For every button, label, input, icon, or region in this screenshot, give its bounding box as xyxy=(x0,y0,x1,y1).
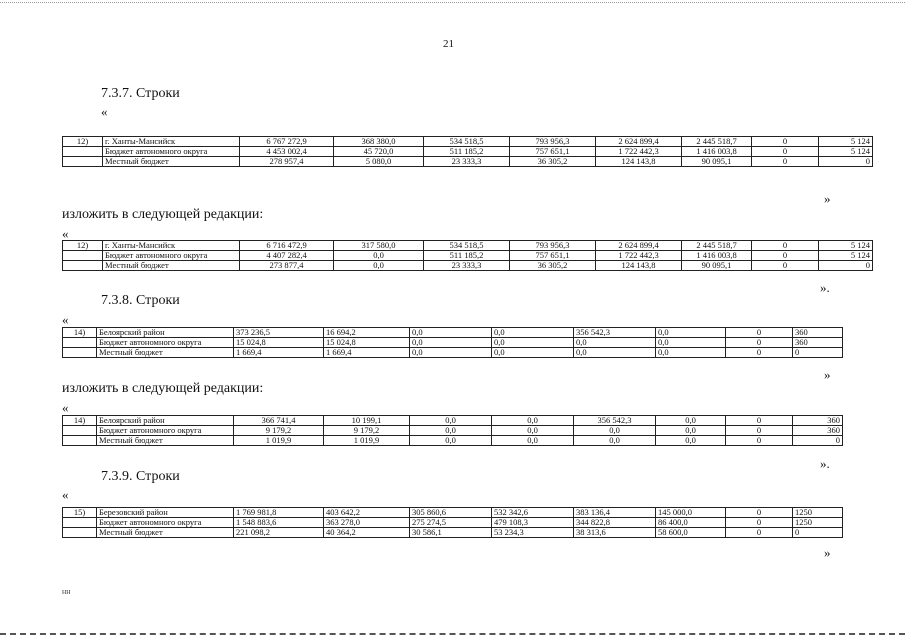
value-cell: 317 580,0 xyxy=(334,241,424,251)
value-cell: 0,0 xyxy=(656,426,726,436)
value-cell: 0,0 xyxy=(574,348,656,358)
value-cell: 5 124 xyxy=(819,137,873,147)
value-cell: 45 720,0 xyxy=(334,147,424,157)
value-cell: 360 xyxy=(793,328,843,338)
row-number-cell: 14) xyxy=(63,328,97,338)
value-cell: 0 xyxy=(793,528,843,538)
row-number-cell xyxy=(63,518,97,528)
section-heading-7-3-8: 7.3.8. Строки xyxy=(101,293,180,308)
value-cell: 0,0 xyxy=(410,328,492,338)
row-number-cell xyxy=(63,147,103,157)
value-cell: 2 445 518,7 xyxy=(682,137,752,147)
value-cell: 23 333,3 xyxy=(424,261,510,271)
table-row xyxy=(63,348,843,358)
page-number: 21 xyxy=(443,38,454,50)
scan-top-edge xyxy=(0,2,905,3)
row-label-cell: Белоярский район xyxy=(97,328,234,338)
value-cell: 124 143,8 xyxy=(596,157,682,167)
value-cell: 5 124 xyxy=(819,147,873,157)
value-cell: 1250 xyxy=(793,508,843,518)
table-row xyxy=(63,508,843,518)
value-cell: 5 080,0 xyxy=(334,157,424,167)
value-cell: 23 333,3 xyxy=(424,157,510,167)
value-cell: 403 642,2 xyxy=(324,508,410,518)
quote-open: « xyxy=(62,400,69,415)
table-row xyxy=(63,251,873,261)
value-cell: 2 624 899,4 xyxy=(596,241,682,251)
value-cell: 0 xyxy=(726,518,793,528)
value-cell: 383 136,4 xyxy=(574,508,656,518)
value-cell: 1 669,4 xyxy=(324,348,410,358)
quote-close-dot: ». xyxy=(820,456,830,471)
value-cell: 305 860,6 xyxy=(410,508,492,518)
value-cell: 4 453 002,4 xyxy=(240,147,334,157)
section-heading-7-3-7: 7.3.7. Строки xyxy=(101,86,180,101)
value-cell: 10 199,1 xyxy=(324,416,410,426)
value-cell: 1 722 442,3 xyxy=(596,147,682,157)
section-heading-7-3-9: 7.3.9. Строки xyxy=(101,469,180,484)
table-row xyxy=(63,338,843,348)
value-cell: 36 305,2 xyxy=(510,261,596,271)
value-cell: 511 185,2 xyxy=(424,251,510,261)
value-cell: 1 019,9 xyxy=(234,436,324,446)
value-cell: 360 xyxy=(793,416,843,426)
value-cell: 6 767 272,9 xyxy=(240,137,334,147)
table-row xyxy=(63,528,843,538)
value-cell: 0,0 xyxy=(410,338,492,348)
value-cell: 0,0 xyxy=(410,436,492,446)
value-cell: 368 380,0 xyxy=(334,137,424,147)
value-cell: 0,0 xyxy=(656,338,726,348)
value-cell: 0 xyxy=(726,528,793,538)
value-cell: 9 179,2 xyxy=(324,426,410,436)
table-7-3-8-old xyxy=(62,327,843,358)
value-cell: 360 xyxy=(793,338,843,348)
value-cell: 58 600,0 xyxy=(656,528,726,538)
value-cell: 0,0 xyxy=(656,328,726,338)
quote-close: » xyxy=(824,191,831,206)
value-cell: 511 185,2 xyxy=(424,147,510,157)
value-cell: 363 278,0 xyxy=(324,518,410,528)
value-cell: 273 877,4 xyxy=(240,261,334,271)
value-cell: 1 019,9 xyxy=(324,436,410,446)
value-cell: 479 108,3 xyxy=(492,518,574,528)
row-number-cell: 15) xyxy=(63,508,97,518)
value-cell: 0,0 xyxy=(492,328,574,338)
value-cell: 40 364,2 xyxy=(324,528,410,538)
lead-text: изложить в следующей редакции: xyxy=(62,381,264,396)
value-cell: 534 518,5 xyxy=(424,241,510,251)
value-cell: 0 xyxy=(726,328,793,338)
value-cell: 4 407 282,4 xyxy=(240,251,334,261)
value-cell: 5 124 xyxy=(819,251,873,261)
value-cell: 5 124 xyxy=(819,241,873,251)
value-cell: 0 xyxy=(793,348,843,358)
row-label-cell: Местный бюджет xyxy=(103,157,240,167)
row-number-cell: 14) xyxy=(63,416,97,426)
value-cell: 0,0 xyxy=(656,416,726,426)
value-cell: 38 313,6 xyxy=(574,528,656,538)
table-7-3-9-old xyxy=(62,507,843,538)
value-cell: 0 xyxy=(726,508,793,518)
value-cell: 1 548 883,6 xyxy=(234,518,324,528)
row-number-cell xyxy=(63,338,97,348)
value-cell: 532 342,6 xyxy=(492,508,574,518)
row-label-cell: Бюджет автономного округа xyxy=(97,518,234,528)
row-label-cell: Белоярский район xyxy=(97,416,234,426)
value-cell: 793 956,3 xyxy=(510,241,596,251)
value-cell: 1 416 003,8 xyxy=(682,251,752,261)
value-cell: 90 095,1 xyxy=(682,157,752,167)
value-cell: 0,0 xyxy=(656,436,726,446)
table-row xyxy=(63,416,843,426)
value-cell: 0,0 xyxy=(492,416,574,426)
quote-close: » xyxy=(824,545,831,560)
table-row xyxy=(63,261,873,271)
row-number-cell xyxy=(63,436,97,446)
value-cell: 221 098,2 xyxy=(234,528,324,538)
scan-bottom-edge xyxy=(0,633,905,635)
row-number-cell xyxy=(63,348,97,358)
value-cell: 0,0 xyxy=(492,348,574,358)
table-row xyxy=(63,157,873,167)
row-number-cell xyxy=(63,157,103,167)
value-cell: 534 518,5 xyxy=(424,137,510,147)
value-cell: 278 957,4 xyxy=(240,157,334,167)
value-cell: 0,0 xyxy=(334,251,424,261)
quote-close-dot: ». xyxy=(820,280,830,295)
value-cell: 0 xyxy=(752,137,819,147)
table-row xyxy=(63,518,843,528)
table-row xyxy=(63,328,843,338)
row-label-cell: Березовский район xyxy=(97,508,234,518)
value-cell: 1 416 003,8 xyxy=(682,147,752,157)
row-label-cell: Бюджет автономного округа xyxy=(97,338,234,348)
value-cell: 145 000,0 xyxy=(656,508,726,518)
row-label-cell: Бюджет автономного округа xyxy=(103,251,240,261)
row-label-cell: Бюджет автономного округа xyxy=(97,426,234,436)
value-cell: 0,0 xyxy=(410,426,492,436)
value-cell: 0,0 xyxy=(574,426,656,436)
value-cell: 0 xyxy=(819,157,873,167)
value-cell: 2 445 518,7 xyxy=(682,241,752,251)
value-cell: 757 651,1 xyxy=(510,251,596,261)
quote-open: « xyxy=(62,312,69,327)
value-cell: 0 xyxy=(819,261,873,271)
value-cell: 0,0 xyxy=(574,338,656,348)
table-body xyxy=(63,328,843,358)
value-cell: 15 024,8 xyxy=(324,338,410,348)
value-cell: 757 651,1 xyxy=(510,147,596,157)
value-cell: 36 305,2 xyxy=(510,157,596,167)
value-cell: 53 234,3 xyxy=(492,528,574,538)
row-number-cell xyxy=(63,528,97,538)
value-cell: 0,0 xyxy=(410,416,492,426)
value-cell: 0 xyxy=(726,338,793,348)
quote-open: « xyxy=(101,104,108,119)
quote-open: « xyxy=(62,226,69,241)
value-cell: 6 716 472,9 xyxy=(240,241,334,251)
row-label-cell: г. Ханты-Мансийск xyxy=(103,241,240,251)
table-body xyxy=(63,508,843,538)
value-cell: 30 586,1 xyxy=(410,528,492,538)
value-cell: 0,0 xyxy=(492,426,574,436)
value-cell: 1 769 981,8 xyxy=(234,508,324,518)
value-cell: 0,0 xyxy=(410,348,492,358)
value-cell: 0 xyxy=(752,147,819,157)
value-cell: 356 542,3 xyxy=(574,416,656,426)
row-label-cell: Местный бюджет xyxy=(103,261,240,271)
value-cell: 9 179,2 xyxy=(234,426,324,436)
row-number-cell: 12) xyxy=(63,241,103,251)
value-cell: 2 624 899,4 xyxy=(596,137,682,147)
value-cell: 86 400,0 xyxy=(656,518,726,528)
value-cell: 1 722 442,3 xyxy=(596,251,682,261)
value-cell: 0 xyxy=(752,251,819,261)
value-cell: 0 xyxy=(752,157,819,167)
quote-open: « xyxy=(62,487,69,502)
value-cell: 0,0 xyxy=(492,436,574,446)
value-cell: 275 274,5 xyxy=(410,518,492,528)
table-body xyxy=(63,416,843,446)
table-7-3-8-new xyxy=(62,415,843,446)
row-label-cell: Бюджет автономного округа xyxy=(103,147,240,157)
row-label-cell: г. Ханты-Мансийск xyxy=(103,137,240,147)
value-cell: 344 822,8 xyxy=(574,518,656,528)
value-cell: 1250 xyxy=(793,518,843,528)
value-cell: 0,0 xyxy=(334,261,424,271)
row-label-cell: Местный бюджет xyxy=(97,436,234,446)
row-number-cell: 12) xyxy=(63,137,103,147)
value-cell: 360 xyxy=(793,426,843,436)
row-number-cell xyxy=(63,261,103,271)
row-number-cell xyxy=(63,426,97,436)
value-cell: 356 542,3 xyxy=(574,328,656,338)
value-cell: 793 956,3 xyxy=(510,137,596,147)
value-cell: 0,0 xyxy=(574,436,656,446)
row-label-cell: Местный бюджет xyxy=(97,528,234,538)
quote-close: » xyxy=(824,367,831,382)
value-cell: 15 024,8 xyxy=(234,338,324,348)
footer-mark: нн xyxy=(62,587,71,596)
table-row xyxy=(63,137,873,147)
value-cell: 0,0 xyxy=(492,338,574,348)
row-label-cell: Местный бюджет xyxy=(97,348,234,358)
value-cell: 0 xyxy=(726,348,793,358)
table-7-3-7-old xyxy=(62,136,873,167)
value-cell: 0 xyxy=(726,426,793,436)
table-body xyxy=(63,241,873,271)
value-cell: 0 xyxy=(726,436,793,446)
table-row xyxy=(63,241,873,251)
table-row xyxy=(63,147,873,157)
value-cell: 0 xyxy=(752,261,819,271)
table-row xyxy=(63,436,843,446)
row-number-cell xyxy=(63,251,103,261)
value-cell: 373 236,5 xyxy=(234,328,324,338)
table-7-3-7-new xyxy=(62,240,873,271)
table-body xyxy=(63,137,873,167)
table-row xyxy=(63,426,843,436)
value-cell: 124 143,8 xyxy=(596,261,682,271)
value-cell: 16 694,2 xyxy=(324,328,410,338)
value-cell: 0,0 xyxy=(656,348,726,358)
value-cell: 0 xyxy=(793,436,843,446)
lead-text: изложить в следующей редакции: xyxy=(62,207,264,222)
value-cell: 0 xyxy=(726,416,793,426)
value-cell: 90 095,1 xyxy=(682,261,752,271)
value-cell: 0 xyxy=(752,241,819,251)
value-cell: 366 741,4 xyxy=(234,416,324,426)
value-cell: 1 669,4 xyxy=(234,348,324,358)
